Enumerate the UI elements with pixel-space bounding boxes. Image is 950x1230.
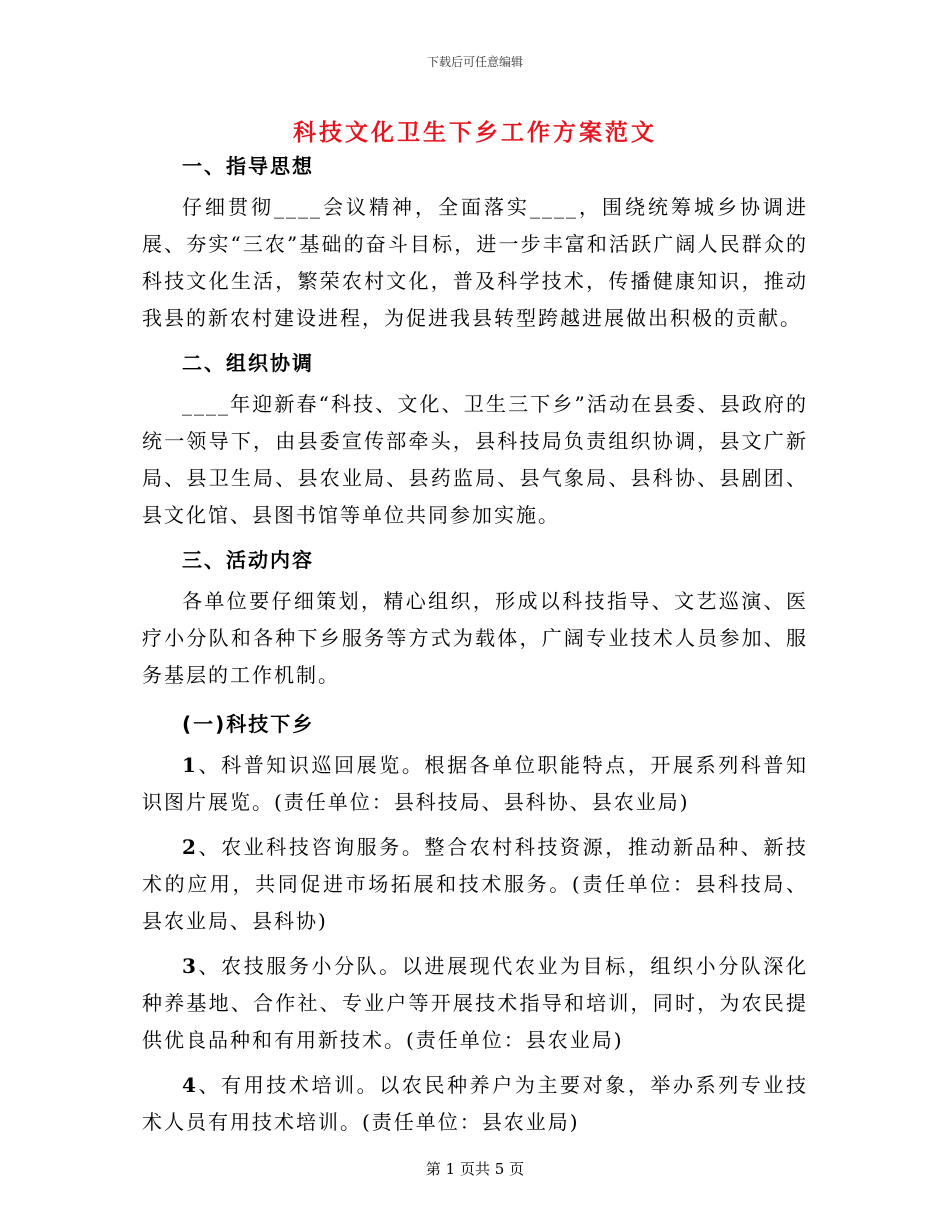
page-footer: 第 1 页共 5 页	[425, 1160, 525, 1178]
list-item	[142, 747, 808, 821]
list-item-text: 、农业科技咨询服务。整合农村科技资源，推动新品种、新技术的应用，共同促进市场拓展和技术服务。(责任单位：县科技局、县农业局、县科协)	[142, 835, 808, 933]
paragraph-activity-content: 各单位要仔细策划，精心组织，形成以科技指导、文艺巡演、医疗小分队和各种下乡服务等方式为载体，广阔专业技术人员参加、服务基层的工作机制。	[142, 589, 808, 687]
list-item-number: 4	[182, 1073, 198, 1097]
list-item-text: 、科普知识巡回展览。根据各单位职能特点，开展系列科普知识图片展览。(责任单位：县科技局、县科协、县农业局)	[142, 753, 808, 814]
section-heading-organization: 二、组织协调	[182, 351, 314, 375]
document-body	[142, 148, 808, 1141]
paragraph-guiding-ideology: 仔细贯彻____会议精神，全面落实____，围绕统筹城乡协调进展、夯实“三农”基础的奋斗目标，进一步丰富和活跃广阔人民群众的科技文化生活，繁荣农村文化，普及科学技术，传播健康知识，推动我县的新农村建设进程，为促进我县转型跨越进展做出积极的贡献。	[142, 195, 808, 330]
list-item	[142, 948, 808, 1059]
document-title: 科技文化卫生下乡工作方案范文	[293, 119, 657, 146]
subsection-heading-tech-to-countryside: (一)科技下乡	[182, 712, 315, 736]
page-header: 下载后可任意编辑	[426, 55, 523, 69]
paragraph-organization: ____年迎新春“科技、文化、卫生三下乡”活动在县委、县政府的统一领导下，由县委宣传部牵头，县科技局负责组织协调，县文广新局、县卫生局、县农业局、县药监局、县气象局、县科协、县剧团、县文化馆、县图书馆等单位共同参加实施。	[142, 392, 808, 527]
list-item-number: 3	[182, 954, 198, 978]
list-item-text: 、有用技术培训。以农民种养户为主要对象，举办系列专业技术人员有用技术培训。(责任单位：县农业局)	[142, 1073, 808, 1134]
list-item	[142, 1067, 808, 1141]
list-item-text: 、农技服务小分队。以进展现代农业为目标，组织小分队深化种养基地、合作社、专业户等开展技术指导和培训，同时，为农民提供优良品种和有用新技术。(责任单位：县农业局)	[142, 954, 808, 1052]
list-item-number: 2	[182, 835, 198, 859]
list-item-number: 1	[182, 753, 198, 777]
list-item	[142, 829, 808, 940]
section-heading-activity-content: 三、活动内容	[182, 548, 314, 572]
section-heading-guiding-ideology: 一、指导思想	[182, 154, 314, 178]
